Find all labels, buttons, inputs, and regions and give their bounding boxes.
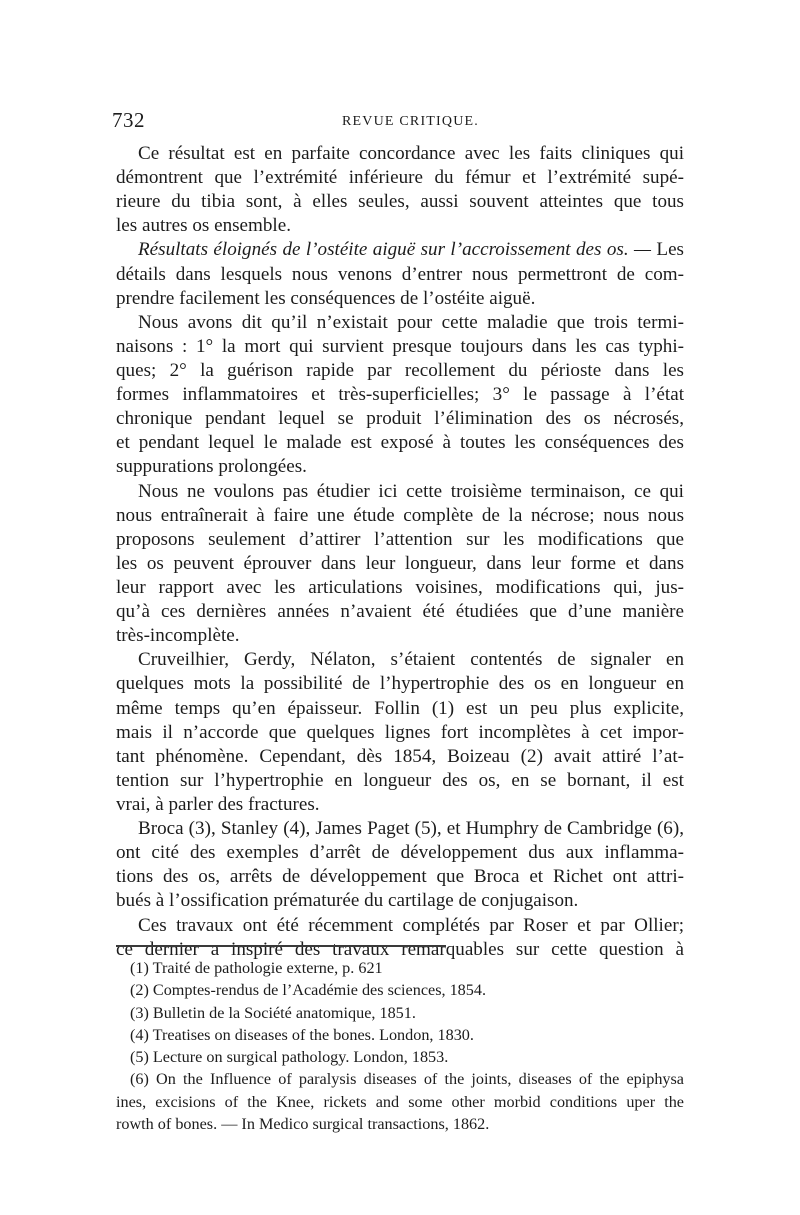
running-head — [112, 108, 684, 138]
section-heading: Résultats éloignés de l’ostéite aiguë sur l’accroissement des os. — — [138, 239, 651, 261]
text-line: vrai, à parler des fractures. — [116, 793, 320, 815]
text-line: prendre facilement les conséquences de l’ostéite aiguë. — [116, 287, 536, 309]
text-line: ques; 2° la guérison rapide par recollement du périoste dans les — [116, 359, 684, 381]
text-line: et pendant lequel le malade est exposé à toutes les conséquences des — [116, 432, 684, 454]
text-line: nous entraînerait à faire une étude complète de la nécrose; nous nous — [116, 504, 684, 526]
text-line: Cruveilhier, Gerdy, Nélaton, s’étaient contentés de signaler en — [138, 649, 684, 671]
text-line: leur rapport avec les articulations voisines, modifications qui, jus- — [116, 576, 684, 598]
section-heading-line — [116, 238, 684, 262]
text-line: formes inflammatoires et très-superficielles; 3° le passage à l’état — [116, 384, 684, 406]
text-line: détails dans lesquels nous venons d’entrer nous permettront de com- — [116, 263, 684, 285]
text-line: chronique pendant lequel se produit l’élimination des os nécrosés, — [116, 408, 684, 430]
footnote: (6) On the Influence of paralysis diseases of the joints, diseases of the epiphysa — [130, 1070, 684, 1089]
running-title: REVUE CRITIQUE. — [342, 114, 479, 129]
text-line: rieure du tibia sont, à elles seules, aussi souvent atteintes que tous — [116, 191, 684, 213]
text-line: suppurations prolongées. — [116, 456, 307, 478]
text-line: tant phénomène. Cependant, dès 1854, Boizeau (2) avait attiré l’at- — [116, 745, 684, 767]
footnote-rule — [116, 945, 446, 947]
text-line: naisons : 1° la mort qui survient presque toujours dans les cas typhi- — [116, 335, 684, 357]
footnote: (1) Traité de pathologie externe, p. 621 — [130, 959, 383, 977]
text-line: les autres os ensemble. — [116, 215, 291, 237]
text-line: les os peuvent éprouver dans leur longueur, dans leur forme et dans — [116, 552, 684, 574]
body-text — [116, 142, 684, 962]
text-line: ce dernier a inspiré des travaux remarquables sur cette question à — [116, 938, 684, 960]
page-number: 732 — [112, 108, 145, 132]
footnotes — [116, 957, 684, 1135]
text-line: qu’à ces dernières années n’avaient été étudiées que d’une manière — [116, 601, 684, 623]
text-line: tention sur l’hypertrophie en longueur des os, en se bornant, il est — [116, 769, 684, 791]
footnote: (2) Comptes-rendus de l’Académie des sciences, 1854. — [130, 981, 487, 1000]
text-fragment: Les — [656, 239, 684, 261]
text-line: même temps qu’en épaisseur. Follin (1) est un peu plus explicite, — [116, 697, 684, 719]
footnote-continuation: rowth of bones. — In Medico surgical transactions, 1862. — [116, 1115, 490, 1134]
text-line: bués à l’ossification prématurée du cartilage de conjugaison. — [116, 890, 579, 912]
text-line: Ces travaux ont été récemment complétés par Roser et par Ollier; — [138, 914, 684, 936]
footnote-continuation: ines, excisions of the Knee, rickets and some other morbid conditions uper the — [116, 1092, 684, 1111]
footnote: (5) Lecture on surgical pathology. London, 1853. — [130, 1048, 449, 1067]
text-line: Nous ne voulons pas étudier ici cette troisième terminaison, ce qui — [138, 480, 684, 502]
text-line: Nous avons dit qu’il n’existait pour cette maladie que trois termi- — [138, 311, 684, 333]
footnote: (4) Treatises on diseases of the bones. London, 1830. — [130, 1025, 474, 1044]
text-line: mais il n’accorde que quelques lignes fort incomplètes à cet impor- — [116, 721, 684, 743]
text-line: Broca (3), Stanley (4), James Paget (5), et Humphry de Cambridge (6), — [138, 818, 684, 840]
text-line: très-incomplète. — [116, 625, 240, 647]
footnote: (3) Bulletin de la Société anatomique, 1851. — [130, 1003, 416, 1022]
text-line: ont cité des exemples d’arrêt de développement dus aux inflamma- — [116, 842, 684, 864]
text-line: tions des os, arrêts de développement que Broca et Richet ont attri- — [116, 866, 684, 888]
text-line: Ce résultat est en parfaite concordance avec les faits cliniques qui — [138, 143, 684, 164]
text-line: quelques mots la possibilité de l’hypertrophie des os en longueur en — [116, 673, 684, 695]
text-line: démontrent que l’extrémité inférieure du fémur et l’extrémité supé- — [116, 167, 684, 189]
text-line: proposons seulement d’attirer l’attention sur les modifications que — [116, 528, 684, 550]
